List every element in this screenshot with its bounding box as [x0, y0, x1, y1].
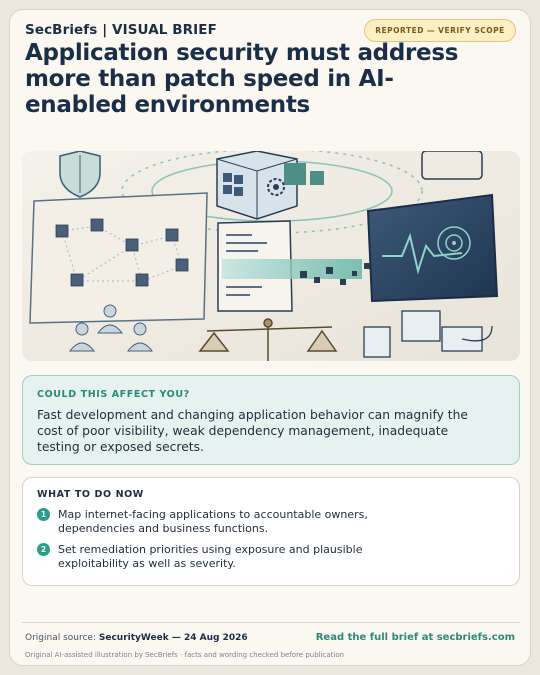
source-value: SecurityWeek — 24 Aug 2026 — [98, 633, 248, 643]
status-badge: REPORTED — VERIFY SCOPE — [364, 19, 516, 42]
brand-label: SecBriefs | VISUAL BRIEF — [25, 22, 217, 38]
affect-body: Fast development and changing application behavior can magnify the cost of poor visibility, weak dependency management, inadequate testing or exposed secrets. — [37, 408, 468, 454]
footer-divider — [22, 622, 520, 623]
source-label: Original source: — [25, 633, 96, 643]
hero-illustration — [22, 151, 520, 361]
step-number: 2 — [37, 543, 50, 556]
todo-panel — [22, 477, 520, 586]
affect-heading: COULD THIS AFFECT YOU? — [37, 389, 190, 400]
step-text: Set remediation priorities using exposure and plausible exploitability as well as severity. — [58, 543, 363, 570]
todo-heading: WHAT TO DO NOW — [37, 489, 144, 500]
hero-illustration-svg — [22, 151, 520, 361]
network-map — [30, 193, 207, 323]
step-number: 1 — [37, 508, 50, 521]
fine-print: Original AI-assisted illustration by SecBriefs · facts and wording checked before publication — [25, 651, 345, 659]
read-more-link[interactable]: Read the full brief at secbriefs.com — [315, 632, 515, 643]
source-line — [25, 633, 248, 643]
todo-step — [37, 508, 397, 535]
affect-callout — [22, 375, 520, 465]
todo-step — [37, 543, 397, 570]
page-title: Application security must address more than patch speed in AI-enabled environments — [25, 40, 459, 118]
step-text: Map internet-facing applications to accountable owners, dependencies and business functions. — [58, 508, 368, 535]
brief-card — [9, 9, 531, 666]
